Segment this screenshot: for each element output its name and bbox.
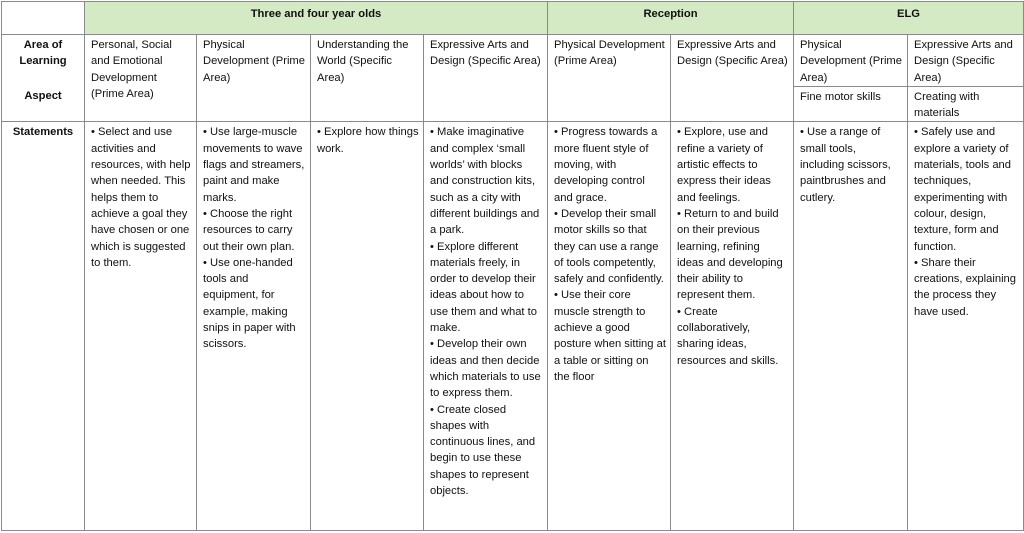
header-row (2, 2, 1024, 35)
statements-cell: • Explore, use and refine a variety of artistic effects to express their ideas and feelings. • Return to and build on their previous learning, refining ideas and developing their ability to represent them. • Create collaboratively, sharing ideas, resources and skills. (671, 122, 794, 531)
row-label-aspect: Aspect (2, 86, 85, 122)
area-cell: Personal, Social and Emotional Development (Prime Area) (85, 35, 197, 122)
statements-row (2, 122, 1024, 531)
statements-cell: • Make imaginative and complex ‘small worlds’ with blocks and construction kits, such as a city with different buildings and a park. • Explore different materials freely, in order to develop their ideas about how to use them and what to make. • Develop their own ideas and then decide which materials to use to express them. • Create closed shapes with continuous lines, and begin to use these shapes to represent objects. (424, 122, 548, 531)
area-row (2, 35, 1024, 87)
statements-cell: • Use a range of small tools, including scissors, paintbrushes and cutlery. (794, 122, 908, 531)
statements-cell: • Use large-muscle movements to wave flags and streamers, paint and make marks. • Choose the right resources to carry out their own plan. • Use one-handed tools and equipment, for example, making snips in paper with scissors. (197, 122, 311, 531)
row-label-statements: Statements (2, 122, 85, 531)
statements-cell: • Select and use activities and resources, with help when needed. This helps them to achieve a goal they have chosen or one which is suggested to them. (85, 122, 197, 531)
aspect-cell: Creating with materials (908, 86, 1024, 122)
area-cell: Physical Development (Prime Area) (794, 35, 908, 87)
header-group-reception: Reception (548, 2, 794, 35)
statements-cell: • Explore how things work. (311, 122, 424, 531)
header-corner-cell (2, 2, 85, 35)
aspect-cell: Fine motor skills (794, 86, 908, 122)
area-cell: Physical Development (Prime Area) (197, 35, 311, 122)
area-cell: Physical Development (Prime Area) (548, 35, 671, 122)
header-group-elg: ELG (794, 2, 1024, 35)
area-cell: Understanding the World (Specific Area) (311, 35, 424, 122)
area-cell: Expressive Arts and Design (Specific Area) (908, 35, 1024, 87)
header-group-three-four: Three and four year olds (85, 2, 548, 35)
area-cell: Expressive Arts and Design (Specific Area) (671, 35, 794, 122)
statements-cell: • Progress towards a more fluent style of moving, with developing control and grace. • Develop their small motor skills so that they can use a range of tools competently, safely and confidently. • Use their core muscle strength to achieve a good posture when sitting at a table or sitting on the floor (548, 122, 671, 531)
curriculum-table (1, 1, 1024, 531)
statements-cell: • Safely use and explore a variety of materials, tools and techniques, experimenting with colour, design, texture, form and function. • Share their creations, explaining the process they have used. (908, 122, 1024, 531)
area-cell: Expressive Arts and Design (Specific Area) (424, 35, 548, 122)
row-label-area: Area of Learning (2, 35, 85, 87)
